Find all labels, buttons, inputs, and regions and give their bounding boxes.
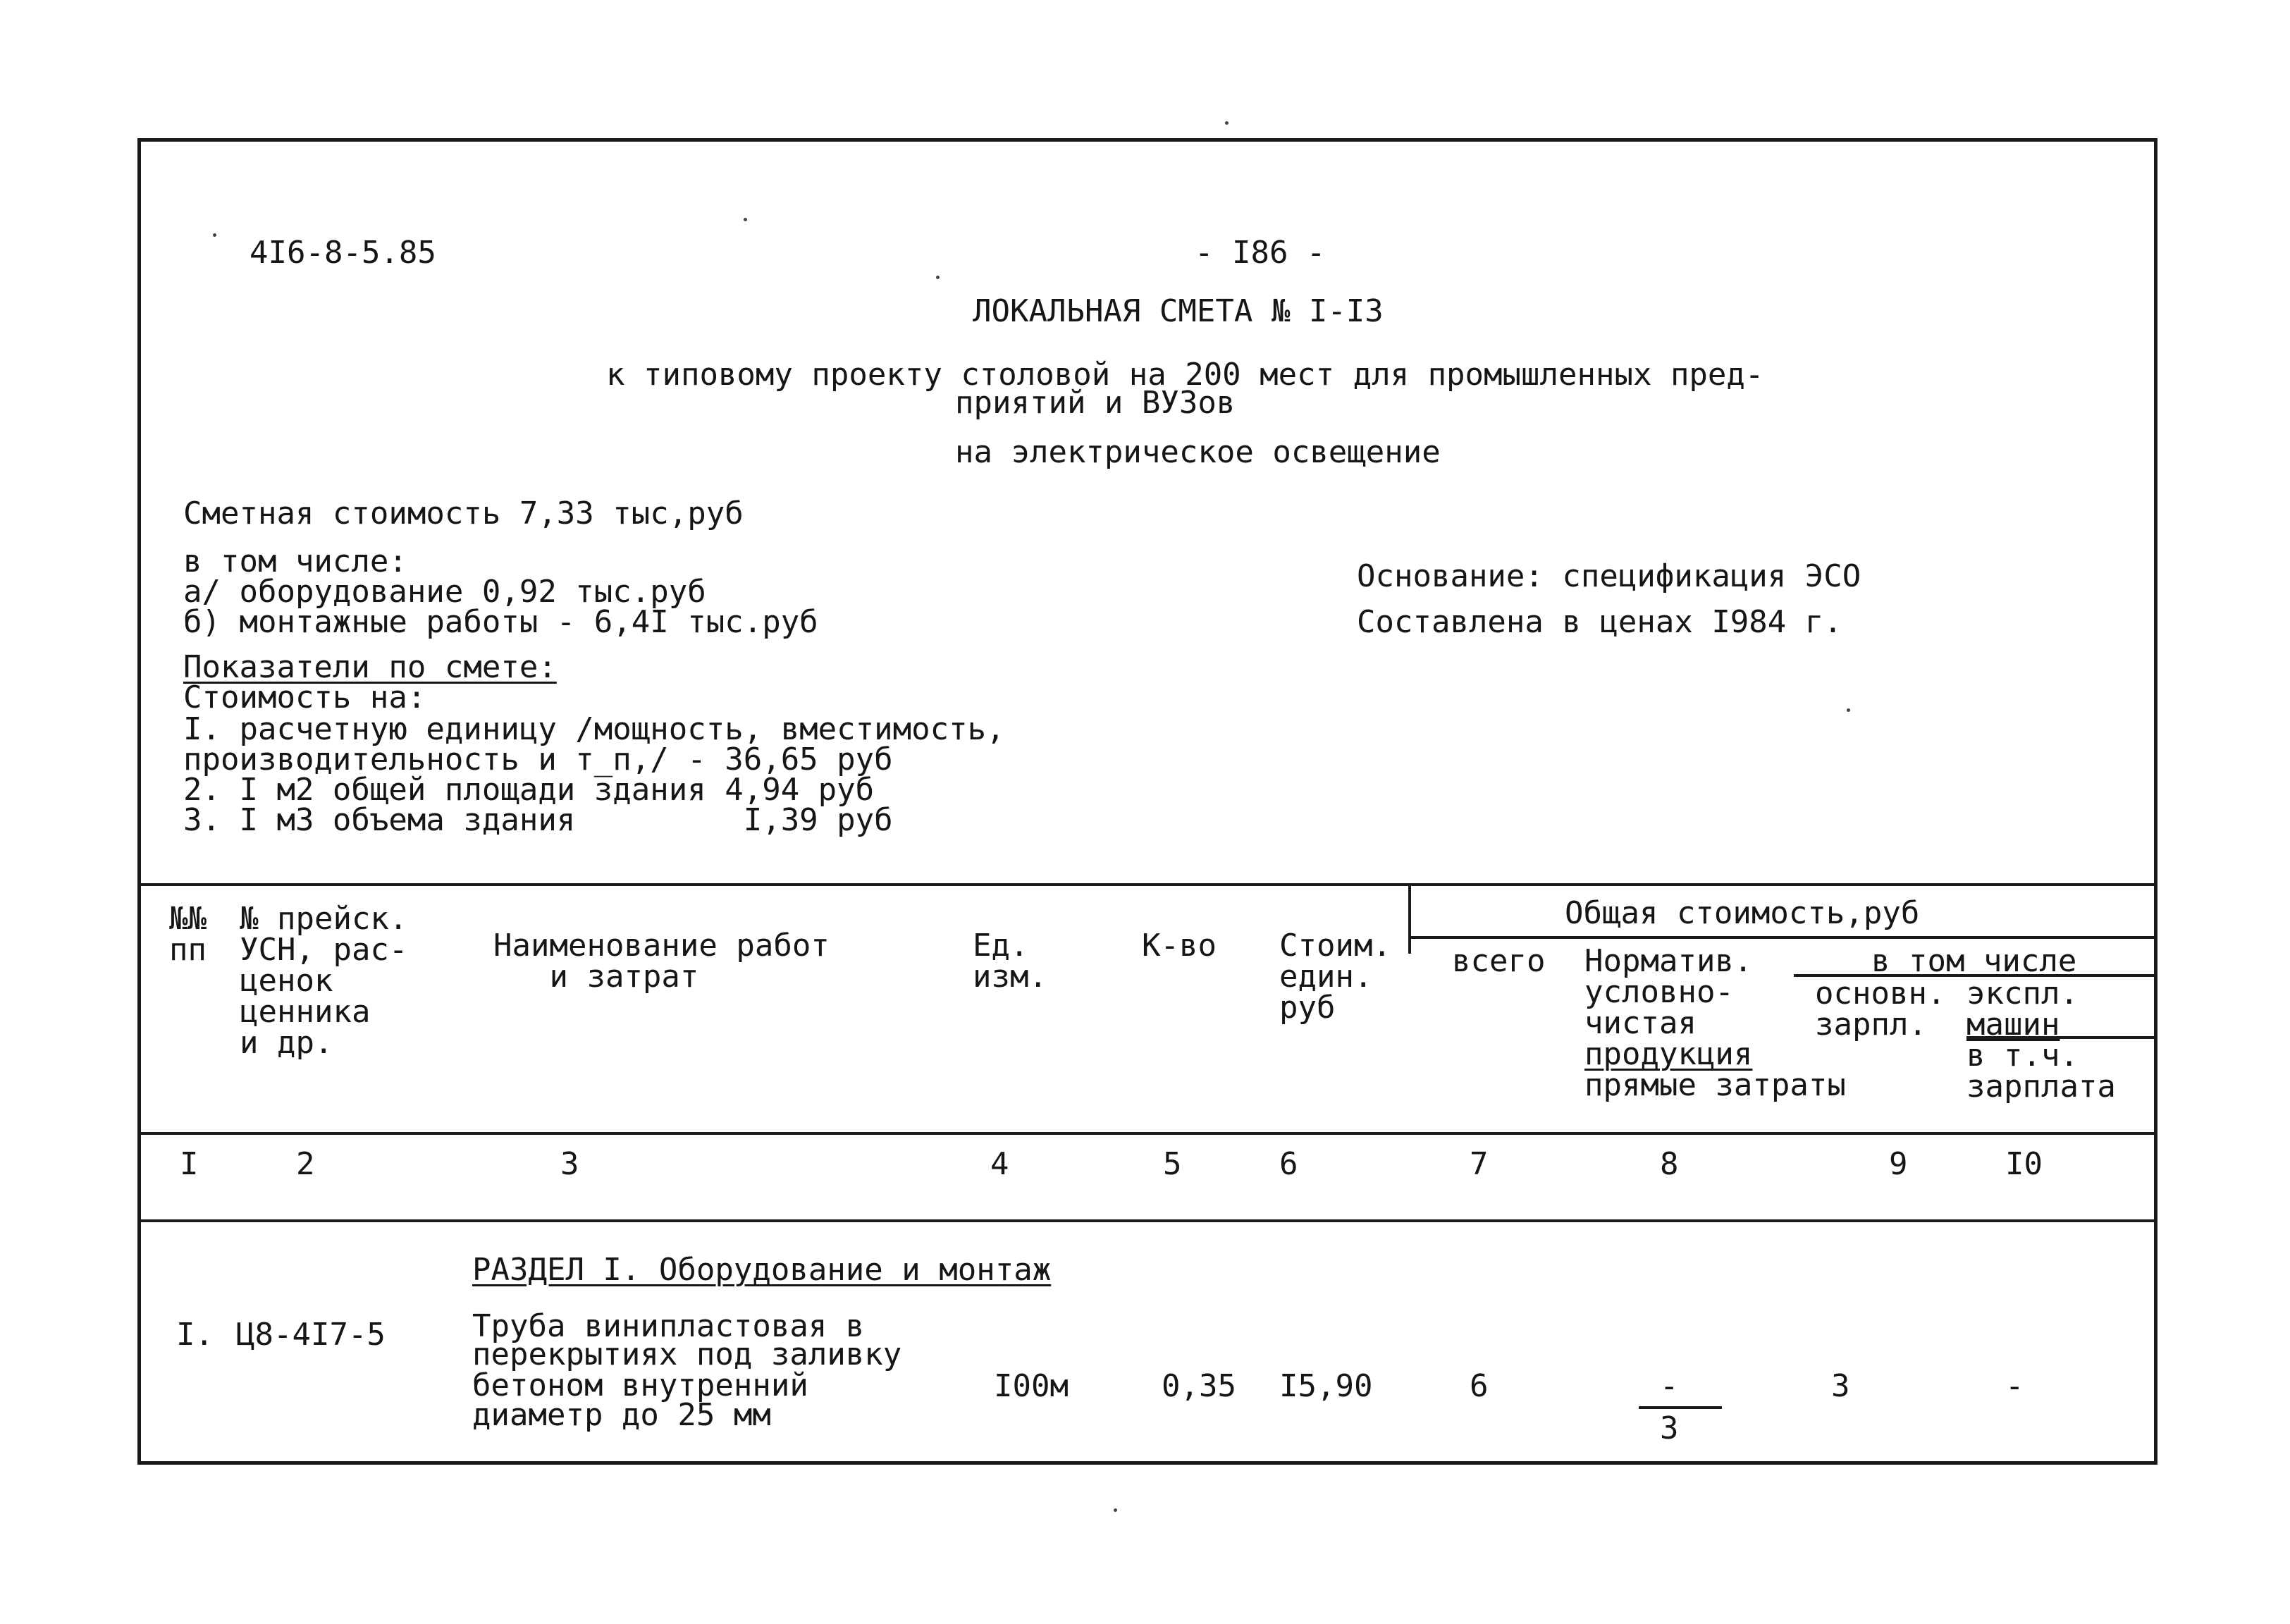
row-quantity: 0,35: [1162, 1368, 1236, 1404]
col-6-header: Стоим. един. руб: [1279, 928, 1391, 1026]
scan-speck: [1114, 1508, 1117, 1512]
subtitle-line-2: приятий и ВУЗов: [955, 385, 1236, 421]
col-number-8: 8: [1660, 1146, 1679, 1182]
group-header-rule: [1408, 936, 2157, 939]
equipment-cost: а/ оборудование 0,92 тыс.руб: [183, 574, 706, 610]
row-code: Ц8-4I7-5: [236, 1317, 386, 1353]
col-number-7: 7: [1470, 1146, 1489, 1182]
row-unit: I00м: [994, 1368, 1069, 1404]
col-number-5: 5: [1163, 1146, 1182, 1182]
estimated-cost: Сметная стоимость 7,33 тыс,руб: [183, 496, 744, 531]
indicator-1-line-1: I. расчетную единицу /мощность, вместимость,: [183, 711, 1005, 747]
including-label: в том числе:: [183, 543, 407, 579]
col-10-header: экспл. машин в т.ч. зарплата: [1966, 976, 2116, 1105]
indicator-2: 2. I м2 общей площади здания 4,94 руб: [183, 772, 875, 808]
col-number-9: 9: [1889, 1146, 1908, 1182]
col-7-header: всего: [1452, 943, 1546, 979]
col-number-10: I0: [2005, 1146, 2043, 1182]
document-title: ЛОКАЛЬНАЯ СМЕТА № I-I3: [973, 293, 1384, 329]
fraction-rule: [1639, 1406, 1722, 1409]
row-norm-bottom: 3: [1660, 1410, 1679, 1446]
scan-speck: [1847, 708, 1850, 712]
row-name-cont: бетоном внутренний диаметр до 25 мм: [472, 1367, 808, 1433]
indicators-heading: Показатели по смете:: [183, 649, 557, 685]
row-unit-cost: I5,90: [1279, 1368, 1373, 1404]
col-1-header: №№ пп: [169, 901, 207, 968]
group-left-rule: [1408, 883, 1411, 954]
col-2-header: № прейск. УСН, рас- ценок ценника и др.: [240, 901, 408, 1061]
including-subheader: в том числе: [1871, 943, 2077, 979]
table-top-rule: [137, 883, 2157, 886]
scan-speck: [744, 218, 747, 221]
col-3-header: Наименование работ и затрат: [493, 928, 830, 995]
row-machines: -: [2005, 1368, 2024, 1404]
section-title: РАЗДЕЛ I. Оборудование и монтаж: [472, 1252, 1052, 1288]
indicator-3: 3. I м3 объема здания I,39 руб: [183, 802, 893, 838]
prices-note: Составлена в ценах I984 г.: [1357, 604, 1842, 640]
row-total: 6: [1470, 1368, 1489, 1404]
col-9-header: основн. зарпл.: [1815, 976, 1946, 1042]
page-number: - I86 -: [1195, 235, 1326, 271]
numbers-bottom-rule: [137, 1219, 2157, 1222]
header-bottom-rule: [137, 1132, 2157, 1135]
scan-speck: [936, 276, 940, 279]
row-name: Труба винипластовая в перекрытиях под заливку: [472, 1308, 902, 1372]
col-8-header: Норматив. условно- чистая продукция прямые затраты: [1584, 943, 1846, 1103]
col-5-header: К-во: [1142, 928, 1217, 964]
indicator-1-line-2: производительность и т_п,/ - 36,65 руб: [183, 742, 893, 777]
col-number-4: 4: [990, 1146, 1009, 1182]
col-number-2: 2: [296, 1146, 315, 1182]
subtitle-line-3: на электрическое освещение: [955, 434, 1441, 470]
subtitle-line-1: к типовому проекту столовой на 200 мест для промышленных пред-: [606, 357, 1764, 393]
cost-on-label: Стоимость на:: [183, 679, 426, 715]
basis-note: Основание: спецификация ЭСО: [1357, 558, 1861, 594]
row-norm-top: -: [1660, 1368, 1679, 1404]
row-number: I.: [176, 1317, 214, 1353]
row-wages: 3: [1831, 1368, 1850, 1404]
installation-cost: б) монтажные работы - 6,4I тыс.руб: [183, 604, 818, 640]
col-number-1: I: [180, 1146, 199, 1182]
document-number: 4I6-8-5.85: [250, 235, 436, 271]
col-number-3: 3: [560, 1146, 579, 1182]
col-number-6: 6: [1279, 1146, 1298, 1182]
col-4-header: Ед. изм.: [973, 928, 1047, 995]
scan-speck: [213, 233, 216, 237]
scan-speck: [1225, 121, 1229, 125]
total-cost-group-header: Общая стоимость,руб: [1565, 895, 1920, 931]
